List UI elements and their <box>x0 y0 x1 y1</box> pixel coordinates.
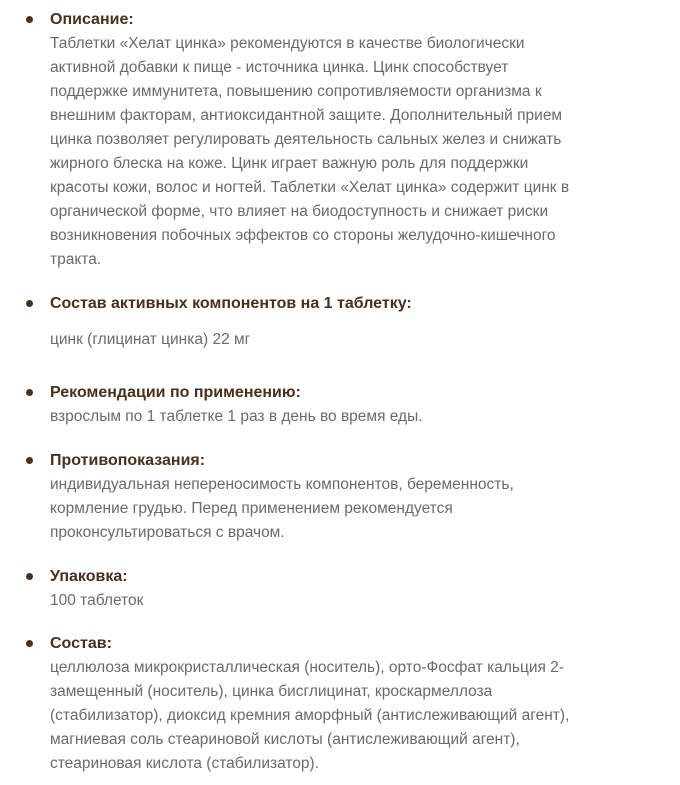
section-contraindications <box>26 449 656 545</box>
section-composition <box>26 632 656 776</box>
text-line: возникновения побочных эффектов со стороны желудочно-кишечного <box>50 227 556 244</box>
section-usage <box>26 381 656 429</box>
contraindications-heading: Противопоказания: <box>50 452 206 469</box>
packaging-text <box>26 589 656 613</box>
text-line: 100 таблеток <box>50 592 144 609</box>
text-line: внешним факторам, антиоксидантной защите. Дополнительный прием <box>50 107 563 124</box>
bullet-icon <box>26 640 33 647</box>
text-line: замещенный (носитель), цинка бисглицинат, кроскармеллоза <box>50 683 493 700</box>
section-heading <box>26 632 656 656</box>
bullet-icon <box>26 457 33 464</box>
text-line: цинка позволяет регулировать деятельность сальных желез и снижать <box>50 131 562 148</box>
text-line: Таблетки «Хелат цинка» рекомендуются в качестве биологически <box>50 35 525 52</box>
composition-heading: Состав: <box>50 635 112 652</box>
section-description <box>26 8 656 272</box>
text-line: индивидуальная непереносимость компонентов, беременность, <box>50 476 514 493</box>
text-line: взрослым по 1 таблетке 1 раз в день во время еды. <box>50 408 423 425</box>
text-line: (стабилизатор), диоксид кремния аморфный (антислеживающий агент), <box>50 707 570 724</box>
section-heading <box>26 449 656 473</box>
text-line: активной добавки к пище - источника цинка. Цинк способствует <box>50 59 509 76</box>
bullet-icon <box>26 389 33 396</box>
text-line: магниевая соль стеариновой кислоты (антислеживающий агент), <box>50 731 520 748</box>
section-packaging <box>26 565 656 613</box>
text-line: красоты кожи, волос и ногтей. Таблетки «Хелат цинка» содержит цинк в <box>50 179 570 196</box>
text-line: стеариновая кислота (стабилизатор). <box>50 755 320 772</box>
description-heading: Описание: <box>50 11 134 28</box>
usage-text <box>26 405 656 429</box>
active-components-text <box>26 328 656 352</box>
packaging-heading: Упаковка: <box>50 568 128 585</box>
section-heading <box>26 292 656 316</box>
text-line: тракта. <box>50 251 102 268</box>
text-line: проконсультироваться с врачом. <box>50 524 285 541</box>
composition-text <box>26 656 656 776</box>
text-line: поддержке иммунитета, повышению сопротивляемости организма к <box>50 83 542 100</box>
text-line: целлюлоза микрокристаллическая (носитель), орто-Фосфат кальция 2- <box>50 659 564 676</box>
section-heading <box>26 565 656 589</box>
text-line: жирного блеска на коже. Цинк играет важную роль для поддержки <box>50 155 529 172</box>
bullet-icon <box>26 300 33 307</box>
text-line: кормление грудью. Перед применением рекомендуется <box>50 500 453 517</box>
bullet-icon <box>26 16 33 23</box>
usage-heading: Рекомендации по применению: <box>50 384 301 401</box>
section-active-components <box>26 292 656 352</box>
contraindications-text <box>26 473 656 545</box>
active-components-heading: Состав активных компонентов на 1 таблетку: <box>50 295 412 312</box>
description-text <box>26 32 656 272</box>
section-heading <box>26 8 656 32</box>
bullet-icon <box>26 573 33 580</box>
text-line: органической форме, что влияет на биодоступность и снижает риски <box>50 203 549 220</box>
section-heading <box>26 381 656 405</box>
text-line: цинк (глицинат цинка) 22 мг <box>50 331 251 348</box>
